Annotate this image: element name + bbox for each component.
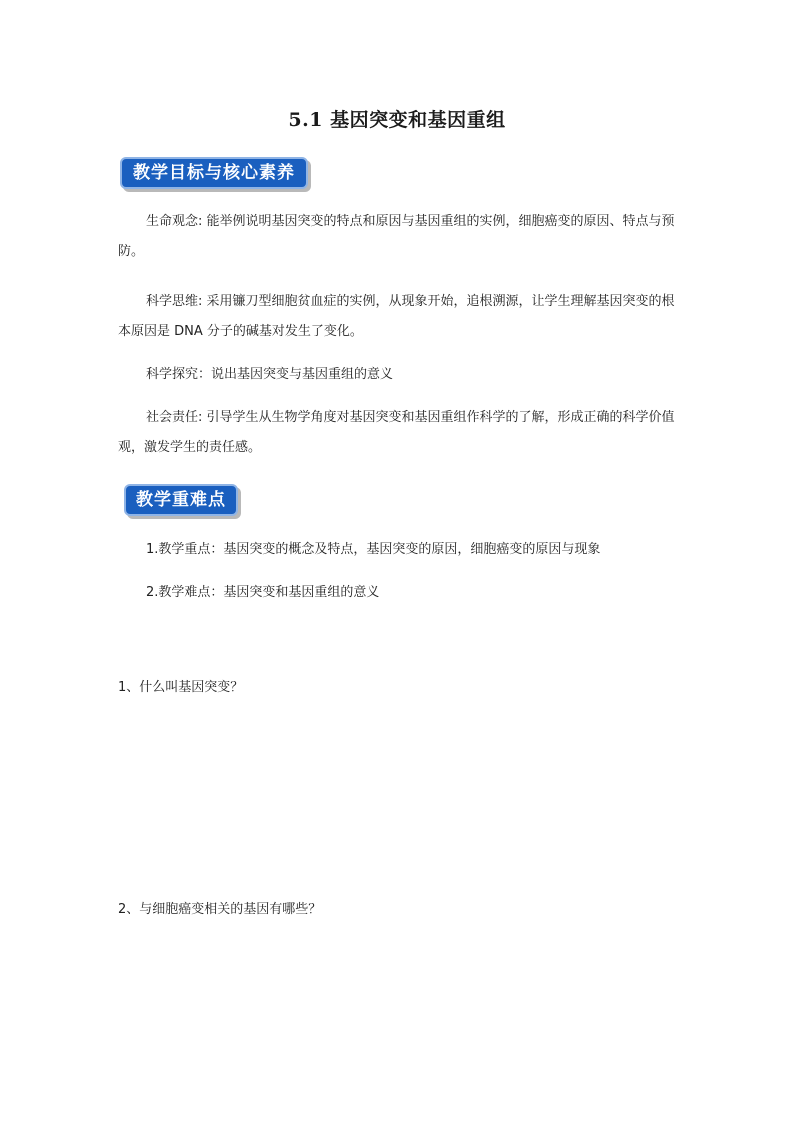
page-title: 5.1 基因突变和基因重组 — [288, 109, 506, 131]
key-point-item: 1.教学重点：基因突变的概念及特点，基因突变的原因，细胞癌变的原因与现象 — [146, 542, 601, 557]
difficult-point-item: 2.教学难点：基因突变和基因重组的意义 — [146, 585, 380, 600]
paragraph-scientific-thinking: 科学思维: 采用镰刀型细胞贫血症的实例，从现象开始，追根溯源，让学生理解基因突变的根本原因是 DNA 分子的碱基对发生了变化。 — [118, 294, 675, 339]
paragraph-life-concept: 生命观念: 能举例说明基因突变的特点和原因与基因重组的实例，细胞癌变的原因、特点与预防。 — [118, 214, 675, 259]
question-1: 1、什么叫基因突变？ — [118, 680, 244, 695]
section-badge-objectives: 教学目标与核心素养 — [120, 157, 308, 189]
paragraph-social-responsibility: 社会责任: 引导学生从生物学角度对基因突变和基因重组作科学的了解，形成正确的科学价值观，激发学生的责任感。 — [118, 410, 675, 455]
question-2: 2、与细胞癌变相关的基因有哪些？ — [118, 902, 322, 917]
paragraph-scientific-inquiry: 科学探究：说出基因突变与基因重组的意义 — [146, 367, 394, 382]
section-badge-key-points: 教学重难点 — [124, 484, 238, 516]
